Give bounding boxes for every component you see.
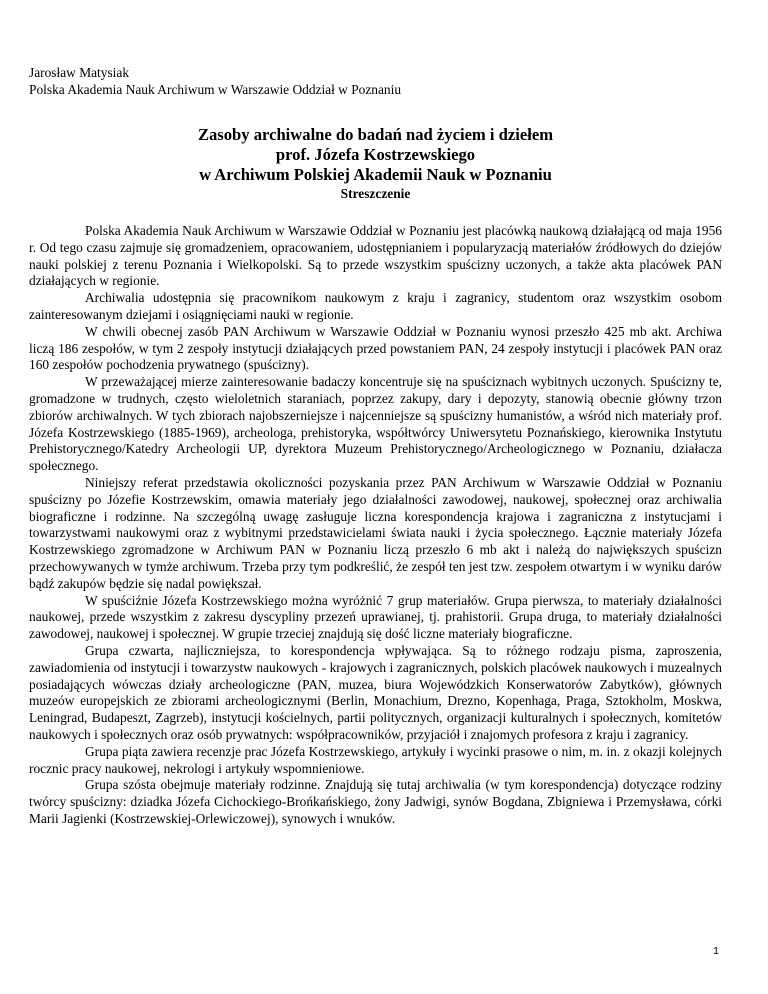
subtitle: Streszczenie (340, 186, 411, 201)
paragraph: Archiwalia udostępnia się pracownikom naukowym z kraju i zagranicy, studentom oraz wszystkim osobom zainteresowanym dziejami i osiągnięciami nauki w regionie. (29, 290, 722, 322)
paragraph: W przeważającej mierze zainteresowanie badaczy koncentruje się na spuściznach wybitnych uczonych. Spuścizny te, gromadzone w trudnych, często wieloletnich staraniach, poprzez zakupy, dary i depozyty, stanowią obecnie główny trzon zbiorów archiwalnych. W tych zbiorach najobszerniejsze i najcenniejsze są spuścizny humanistów, a wśród nich materiały prof. Józefa Kostrzewskiego (1885-1969), archeologa, prehistoryka, współtwórcy Uniwersytetu Poznańskiego, kierownika Instytutu Prehistorycznego/Katedry Archeologii UP, dyrektora Muzeum Prehistorycznego/Archeologicznego w Poznaniu, działacza społecznego. (29, 374, 722, 474)
paragraph: W chwili obecnej zasób PAN Archiwum w Warszawie Oddział w Poznaniu wynosi przeszło 425 mb akt. Archiwa liczą 186 zespołów, w tym 2 zespoły instytucji działających przed powstaniem PAN, 24 zespoły instytucji i placówek PAN oraz 160 zespołów pochodzenia prywatnego (spuścizny). (29, 323, 722, 373)
title-line-3: w Archiwum Polskiej Akademii Nauk w Poznaniu (199, 165, 552, 184)
paragraph: Grupa czwarta, najliczniejsza, to korespondencja wpływająca. Są to różnego rodzaju pisma, zaproszenia, zawiadomienia od instytucji i towarzystw naukowych - krajowych i zagranicznych, polskich placówek naukowych i muzealnych posiadających wówczas działy archeologiczne (PAN, muzea, biura Wojewódzkich Konserwatorów Zabytków), głównych muzeów europejskich ze zbiorami archeologicznymi (Berlin, Monachium, Drezno, Kopenhaga, Praga, Sztokholm, Moskwa, Leningrad, Budapeszt, Zagrzeb), instytucji kościelnych, partii politycznych, organizacji kulturalnych i społecznych, komitetów naukowych i społecznych oraz osób prywatnych: współpracowników, przyjaciół i znajomych profesora z kraju i zagranicy. (29, 642, 722, 742)
paragraph: Grupa szósta obejmuje materiały rodzinne. Znajdują się tutaj archiwalia (w tym korespondencja) dotyczące rodziny twórcy spuścizny: dziadka Józefa Cichockiego-Brońkańskiego, żony Jadwigi, synów Bogdana, Zbigniewa i Przemysława, córki Marii Jagienki (Kostrzewskiej-Orlewiczowej), synowych i wnuków. (29, 777, 722, 826)
document-page (29, 64, 722, 828)
paragraph: W spuściźnie Józefa Kostrzewskiego można wyróżnić 7 grup materiałów. Grupa pierwsza, to materiały działalności naukowej, przede wszystkim z zakresu dyscypliny przezeń uprawianej, tj. prahistorii. Grupa druga, to materiały działalności zawodowej, naukowej i społecznej. W grupie trzeciej znajdują się dość liczne materiały biograficzne. (29, 592, 722, 642)
title-line-1: Zasoby archiwalne do badań nad życiem i dziełem (197, 125, 554, 144)
paragraph: Grupa piąta zawiera recenzje prac Józefa Kostrzewskiego, artykuły i wycinki prasowe o nim, m. in. z okazji kolejnych rocznic pracy naukowej, nekrologi i artykuły wspomnieniowe. (29, 743, 722, 776)
author-affiliation: Polska Akademia Nauk Archiwum w Warszawie Oddział w Poznaniu (29, 82, 402, 97)
author-name: Jarosław Matysiak (29, 65, 130, 80)
page-number: 1 (713, 945, 719, 957)
title-block (29, 125, 722, 202)
paragraph: Polska Akademia Nauk Archiwum w Warszawie Oddział w Poznaniu jest placówką naukową działającą od maja 1956 r. Od tego czasu zajmuje się gromadzeniem, opracowaniem, udostępnianiem i popularyzacją materiałów źródłowych do dziejów nauki polskiej z terenu Poznania i Wielkopolski. Są to przede wszystkim spuścizny uczonych, a także akta placówek PAN działających w regionie. (29, 223, 722, 289)
paragraph: Niniejszy referat przedstawia okoliczności pozyskania przez PAN Archiwum w Warszawie Oddział w Poznaniu spuścizny po Józefie Kostrzewskim, omawia materiały jego działalności zawodowej, naukowej, społecznej oraz archiwalia biograficzne i rodzinne. Na szczególną uwagę zasługuje liczna korespondencja krajowa i zagraniczna z instytucjami i towarzystwami naukowymi oraz z wybitnymi przedstawicielami świata nauki i życia społecznego. Łącznie materiały Józefa Kostrzewskiego zgromadzone w Archiwum PAN w Poznaniu liczą przeszło 6 mb akt i należą do największych spuścizn przechowywanych w tymże archiwum. Trzeba przy tym podkreślić, że zespół ten jest tzw. zespołem otwartym i w wyniku darów bądź zakupów będzie się nadal powiększał. (29, 474, 722, 591)
title-line-2: prof. Józefa Kostrzewskiego (275, 145, 476, 164)
body-text (29, 223, 722, 828)
